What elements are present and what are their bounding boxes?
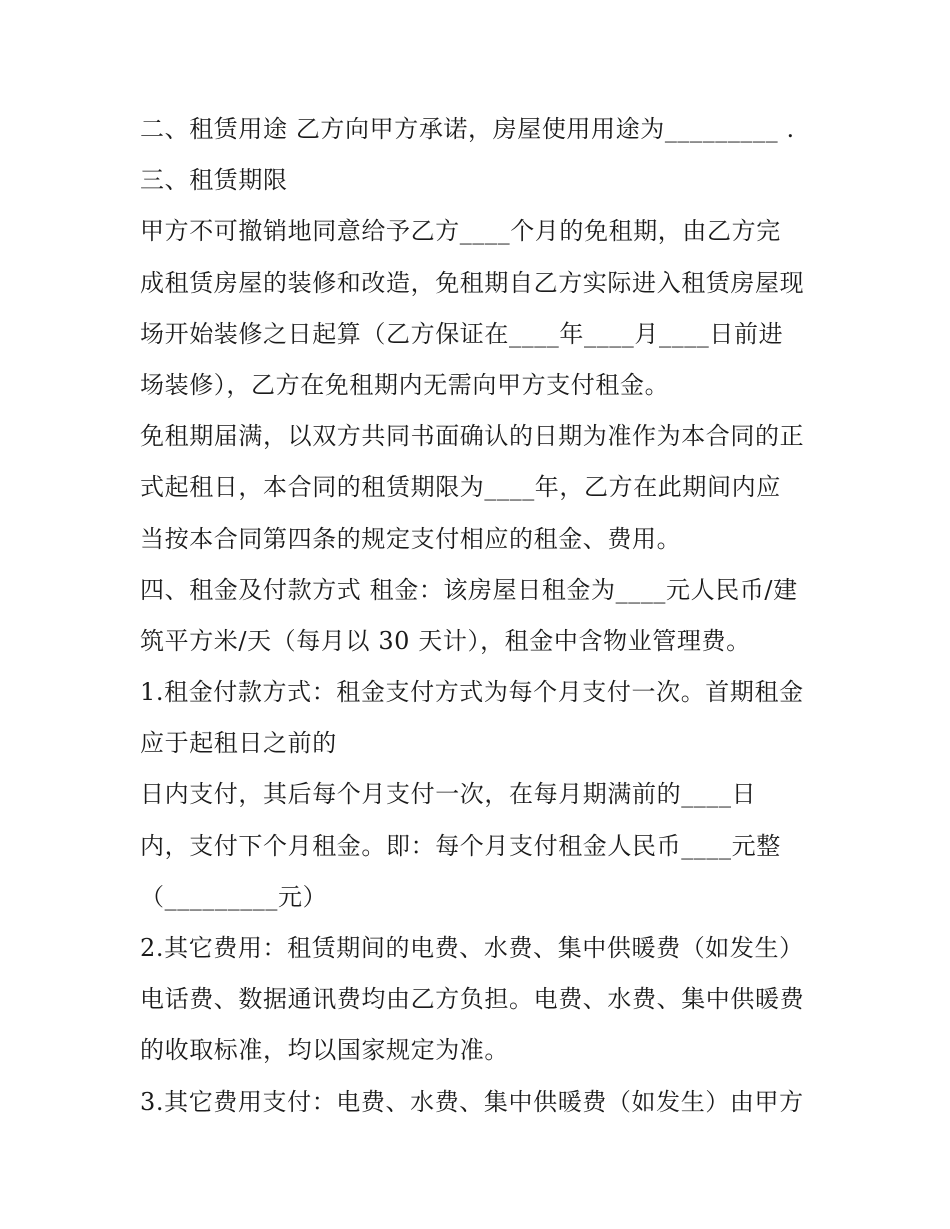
text-line: 式起租日，本合同的租赁期限为____年，乙方在此期间内应 [140,473,781,502]
text-line: 内，支付下个月租金。即：每个月支付租金人民币____元整 [140,831,781,860]
text-line: 场开始装修之日起算（乙方保证在____年____月____日前进 [140,319,784,348]
text-line: 四、租金及付款方式 租金：该房屋日租金为____元人民币/建 [140,575,798,604]
text-line: 二、租赁用途 乙方向甲方承诺，房屋使用用途为_________ . [140,115,795,143]
text-line: 成租赁房屋的装修和改造，免租期自乙方实际进入租赁房屋现 [140,268,805,297]
text-line: 的收取标准，均以国家规定为准。 [140,1036,509,1065]
text-line: 免租期届满，以双方共同书面确认的日期为准作为本合同的正 [140,422,805,451]
text-line: 应于起租日之前的 [140,729,337,758]
document-body [140,104,820,1128]
text-line: 当按本合同第四条的规定支付相应的租金、费用。 [140,524,682,553]
text-line: 2.其它费用：租赁期间的电费、水费、集中供暖费（如发生） [140,934,804,962]
text-line: 甲方不可撤销地同意给予乙方____个月的免租期，由乙方完 [140,217,781,246]
text-line: （_________元） [140,882,328,911]
text-line: 场装修），乙方在免租期内无需向甲方支付租金。 [140,370,670,399]
text-line: 日内支付，其后每个月支付一次，在每月期满前的____日 [140,780,757,809]
text-line: 1.租金付款方式：租金支付方式为每个月支付一次。首期租金 [140,678,804,707]
text-line: 三、租赁期限 [140,166,288,195]
text-line: 3.其它费用支付：电费、水费、集中供暖费（如发生）由甲方 [140,1087,804,1116]
text-line: 电话费、数据通讯费均由乙方负担。电费、水费、集中供暖费 [140,985,805,1014]
text-line: 筑平方米/天（每月以 30 天计），租金中含物业管理费。 [140,626,751,655]
